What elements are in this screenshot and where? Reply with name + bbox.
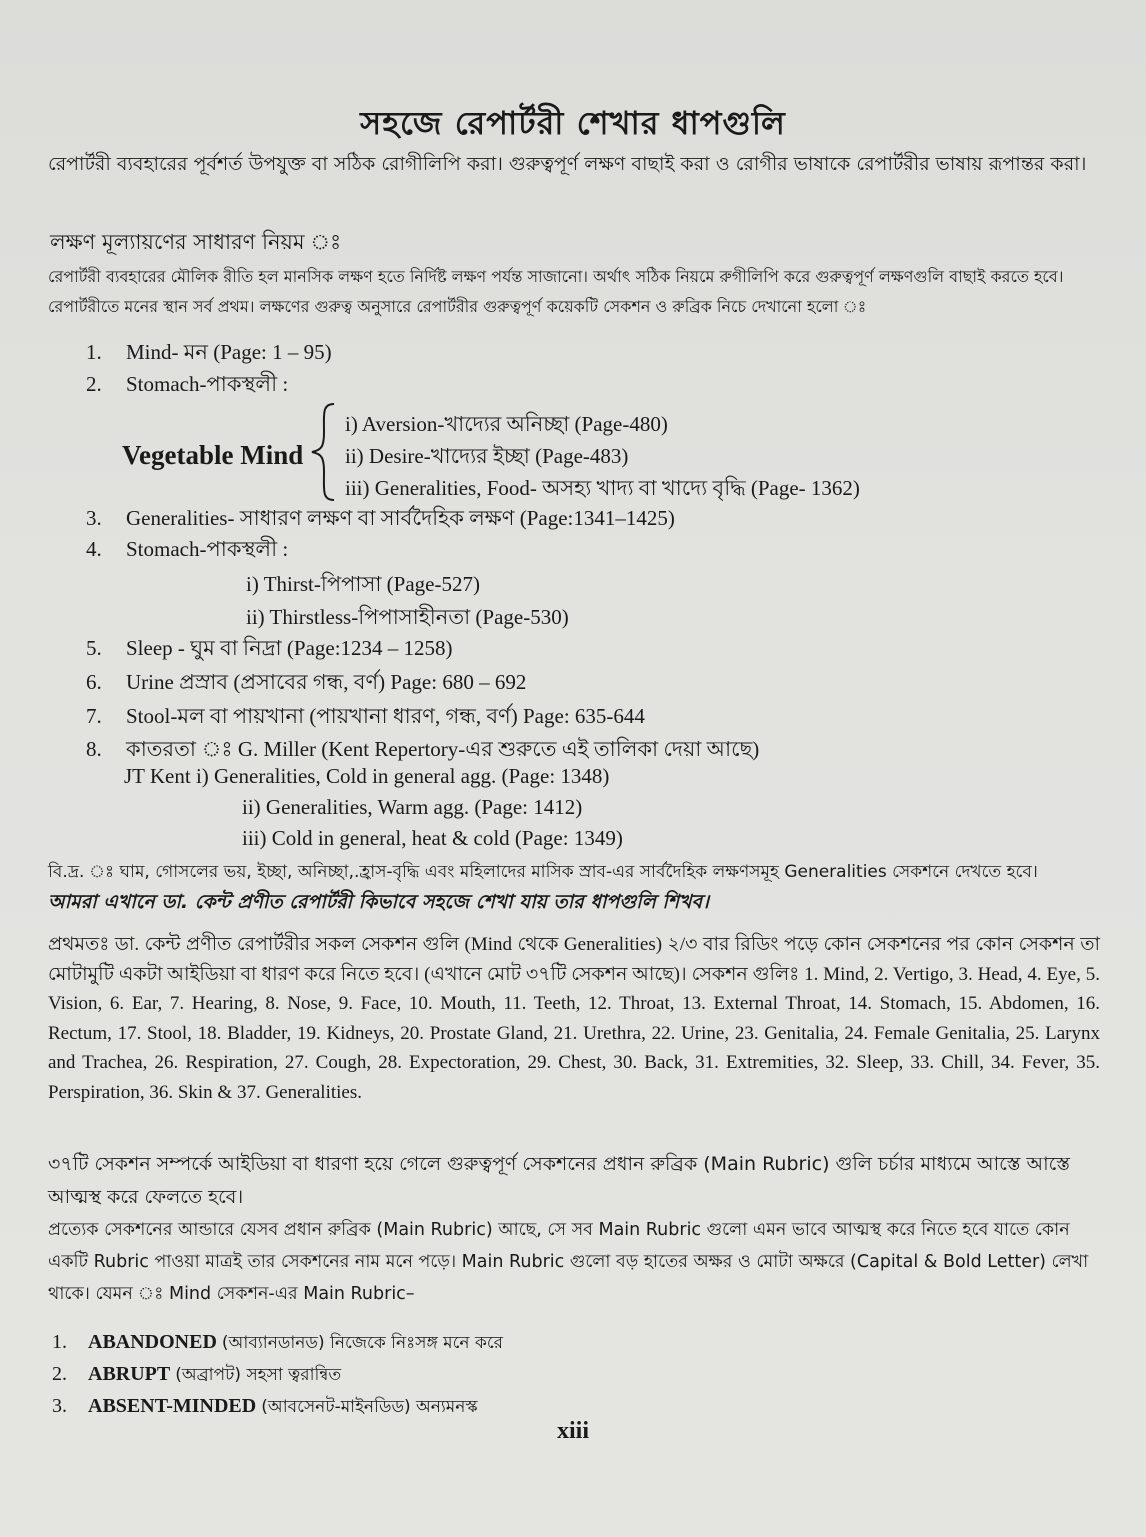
rubric-number: 1. [52, 1331, 67, 1353]
list-text: Stomach-পাকস্থলী : [126, 372, 289, 396]
thirst-sub-2: ii) Thirstless-পিপাসাহীনতা (Page-530) [246, 605, 569, 629]
list-number: 2. [86, 372, 102, 396]
kent-item-1: JT Kent i) Generalities, Cold in general agg. (Page: 1348) [124, 764, 610, 788]
rubric-number: 3. [52, 1395, 67, 1417]
rubric-item-1 [52, 1330, 503, 1358]
list-text: Mind- মন (Page: 1 – 95) [126, 340, 332, 364]
list-text: কাতরতা ঃ G. Miller (Kent Repertory-এর শুরুতে এই তালিকা দেয়া আছে) [126, 737, 760, 761]
rubric-word: ABANDONED [88, 1331, 217, 1353]
rubric-word: ABRUPT [88, 1363, 171, 1385]
rule-heading: লক্ষণ মূল্যায়ণের সাধারণ নিয়ম ঃ [50, 230, 342, 254]
sections-paragraph: প্রথমতঃ ডা. কেন্ট প্রণীত রেপার্টরীর সকল সেকশন গুলি (Mind থেকে Generalities) ২/৩ বার রিডিং পড়ে কোন সেকশনের পর কোন সেকশন তা মোটামুটি একটা আইডিয়া বা ধারণ করে নিতে হবে। (এখানে মোট ৩৭টি সেকশন আছে)। সেকশন গুলিঃ 1. Mind, 2. Vertigo, 3. Head, 4. Eye, 5. Vision, 6. Ear, 7. Hearing, 8. Nose, 9. Face, 10. Mouth, 11. Teeth, 12. Throat, 13. External Throat, 14. Stomach, 15. Abdomen, 16. Rectum, 17. Stool, 18. Bladder, 19. Kidneys, 20. Prostate Gland, 21. Urethra, 22. Urine, 23. Genitalia, 24. Female Genitalia, 25. Larynx and Trachea, 26. Respiration, 27. Cough, 28. Expectoration, 29. Chest, 30. Back, 31. Extremities, 32. Sleep, 33. Chill, 34. Fever, 35. Perspiration, 36. Skin & 37. Generalities. [48, 934, 1100, 1103]
list-number: 5. [86, 636, 102, 660]
list-item-3 [86, 502, 675, 537]
list-item-6 [86, 666, 526, 701]
steps-heading: আমরা এখানে ডা. কেন্ট প্রণীত রেপার্টরী কিভাবে সহজে শেখা যায় তার ধাপগুলি শিখব। [48, 891, 709, 913]
kent-item-3: iii) Cold in general, heat & cold (Page: 1349) [242, 826, 623, 850]
list-text: Generalities- সাধারণ লক্ষণ বা সার্বদৈহিক লক্ষণ (Page:1341–1425) [126, 506, 675, 530]
list-number: 3. [86, 506, 102, 530]
page-title: সহজে রেপার্টরী শেখার ধাপগুলি [360, 104, 786, 142]
list-item-1 [86, 336, 332, 371]
list-number: 4. [86, 537, 102, 561]
list-number: 6. [86, 670, 102, 694]
vegetable-mind-label: Vegetable Mind [122, 440, 304, 470]
list-number: 7. [86, 704, 102, 728]
list-item-8 [86, 733, 759, 768]
curly-brace-icon [308, 402, 338, 502]
vegetable-sub-3: iii) Generalities, Food- অসহ্য খাদ্য বা খাদ্যে বৃদ্ধি (Page- 1362) [345, 476, 860, 500]
list-number: 1. [86, 340, 102, 364]
note-paragraph: বি.দ্র. ঃ ঘাম, গোসলের ভয়, ইচ্ছা, অনিচ্ছা,.হ্রাস-বৃদ্ধি এবং মহিলাদের মাসিক স্রাব-এর সার্বদৈহিক লক্ষণসমূহ Generalities সেকশনে দেখতে হবে। [48, 862, 1038, 882]
rubric-word: ABSENT-MINDED [88, 1395, 257, 1417]
rubric-number: 2. [52, 1363, 67, 1385]
list-number: 8. [86, 737, 102, 761]
thirst-sub-1: i) Thirst-পিপাসা (Page-527) [246, 572, 480, 596]
list-text: Stomach-পাকস্থলী : [126, 537, 289, 561]
intro-paragraph: রেপার্টরী ব্যবহারের পূর্বশর্ত উপযুক্ত বা সঠিক রোগীলিপি করা। গুরুত্বপূর্ণ লক্ষণ বাছাই করা ও রোগীর ভাষাকে রেপার্টরীর ভাষায় রূপান্তর করা। [48, 153, 1087, 175]
vegetable-sub-1: i) Aversion-খাদ্যের অনিচ্ছা (Page-480) [345, 412, 668, 436]
rule-paragraph: রেপার্টরী ব্যবহারের মৌলিক রীতি হল মানসিক লক্ষণ হতে নির্দিষ্ট লক্ষণ পর্যন্ত সাজানো। অর্থাৎ সঠিক নিয়মে রুগীলিপি করে গুরুত্বপূর্ণ লক্ষণগুলি বাছাই করতে হবে। রেপার্টরীতে মনের স্থান সর্ব প্রথম। লক্ষণের গুরুত্ব অনুসারে রেপার্টরীর গুরুত্বপূর্ণ কয়েকটি সেকশন ও রুব্রিক নিচে দেখানো হলো ঃ [48, 267, 1064, 316]
rubric-meaning: (আবসেনট-মাইনডিড) অন্যমনস্ক [261, 1397, 478, 1417]
list-text: Urine প্রস্রাব (প্রসাবের গন্ধ, বর্ণ) Page: 680 – 692 [126, 670, 527, 694]
list-item-4 [86, 533, 288, 568]
rubric-meaning: (আব্যানডানড) নিজেকে নিঃসঙ্গ মনে করে [221, 1333, 504, 1353]
page-number: xiii [556, 1418, 589, 1444]
list-item-7 [86, 700, 645, 735]
list-item-5 [86, 632, 453, 667]
main-rubric-paragraph: ৩৭টি সেকশন সম্পর্কে আইডিয়া বা ধারণা হয়ে গেলে গুরুত্বপূর্ণ সেকশনের প্রধান রুব্রিক (Main Rubric) গুলি চর্চার মাধ্যমে আস্তে আস্তে আত্মস্থ করে ফেলতে হবে। [48, 1153, 1070, 1208]
kent-item-2: ii) Generalities, Warm agg. (Page: 1412) [242, 795, 583, 819]
rubric-item-2 [52, 1362, 341, 1390]
list-text: Sleep - ঘুম বা নিদ্রা (Page:1234 – 1258) [126, 636, 453, 660]
list-item-2 [86, 368, 288, 403]
list-text: Stool-মল বা পায়খানা (পায়খানা ধারণ, গন্ধ, বর্ণ) Page: 635-644 [126, 704, 645, 728]
rubric-meaning: (অব্রাপট) সহসা ত্বরান্বিত [175, 1365, 342, 1385]
rubric-detail-paragraph: প্রত্যেক সেকশনের আন্ডারে যেসব প্রধান রুব্রিক (Main Rubric) আছে, সে সব Main Rubric গুলো এমন ভাবে আত্মস্থ করে নিতে হবে যাতে কোন একটি Rubric পাওয়া মাত্রই তার সেকশনের নাম মনে পড়ে। Main Rubric গুলো বড় হাতের অক্ষর ও মোটা অক্ষরে (Capital & Bold Letter) লেখা থাকে। যেমন ঃ Mind সেকশন-এর Main Rubric– [48, 1220, 1089, 1304]
vegetable-sub-2: ii) Desire-খাদ্যের ইচ্ছা (Page-483) [345, 444, 629, 468]
